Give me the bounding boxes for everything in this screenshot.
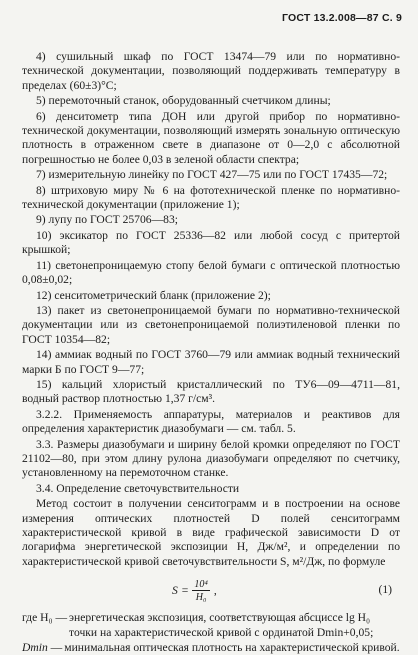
list-item-11: 11) светонепроницаемую стопу белой бумаги с оптической плотностью 0,08±0,02;: [22, 258, 400, 287]
section-3-3: 3.3. Размеры диазобумаги и ширину белой кромки определяют по ГОСТ 21102—80, при этом длину рулона диазобумаги определяют по счетчику, установленному на перемоточном станке.: [22, 437, 400, 480]
formula-1: [22, 573, 400, 607]
list-item-14: 14) аммиак водный по ГОСТ 3760—79 или аммиак водный технический марки Б по ГОСТ 9—77;: [22, 348, 400, 376]
list-item-10: 10) эксикатор по ГОСТ 25336—82 или любой сосуд с притертой крышкой;: [22, 228, 400, 257]
definition-dmin: Dmin — минимальная оптическая плотность на характеристической кривой.: [22, 641, 400, 655]
section-3-4-heading: 3.4. Определение светочувствительности: [36, 481, 240, 495]
list-item-13: 13) пакет из светонепроницаемой бумаги по нормативно-технической документации или из светонепроницаемой полиэтиленовой пленки по ГОСТ 10354—82;: [22, 303, 400, 346]
list-item-5: 5) перемоточный станок, оборудованный счетчиком длины;: [36, 94, 331, 108]
definition-h0-text: энергетическая экспозиция, соответствующая абсциссе lg H₀ точки на характеристической кривой с ординатой Dmin+0,05;: [69, 611, 374, 639]
method-paragraph: Метод состоит в получении сенситограмм и в построении на основе измерения оптических плотностей D полей сенситограмм характеристической кривой в виде графической зависимости D от логарифма энергетической экспозиции H, Дж/м², и определении по характеристической кривой светочувствительности S, м²/Дж, по формуле: [22, 497, 400, 568]
document-body: [22, 50, 400, 655]
definitions: [22, 611, 400, 655]
definition-dmin-term: Dmin: [22, 641, 48, 655]
definition-h0-term: где H₀: [22, 611, 53, 625]
list-item-4: 4) сушильный шкаф по ГОСТ 13474—79 или по нормативно-технической документации, позволяющий поддерживать температуру в пределах (60±3)°С;: [22, 50, 400, 92]
formula-equals: =: [181, 584, 189, 598]
list-item-7: 7) измерительную линейку по ГОСТ 427—75 или по ГОСТ 17435—72;: [36, 168, 388, 182]
list-item-8: 8) штриховую миру № 6 на фототехнической пленке по нормативно-технической документации (приложение 1);: [22, 183, 400, 212]
formula-numerator: 10⁴: [194, 579, 208, 591]
formula-number: (1): [378, 583, 392, 597]
list-item-15: 15) кальций хлористый кристаллический по ТУ6—09—4711—81, водный раствор плотностью 1,37 г/см³.: [22, 377, 400, 406]
formula-tail: ,: [213, 584, 217, 598]
formula-denominator: H₀: [195, 592, 207, 604]
definition-h0: где H₀ — энергетическая экспозиция, соответствующая абсциссе lg H₀ точки на характеристической кривой с ординатой Dmin+0,05;: [22, 611, 400, 640]
formula-fraction: [192, 579, 209, 603]
page-header: ГОСТ 13.2.008—87 С. 9: [281, 12, 402, 24]
section-3-2-2: 3.2.2. Применяемость аппаратуры, материалов и реактивов для определения характеристик диазобумаги — см. табл. 5.: [22, 407, 400, 436]
list-item-12: 12) сенситометрический бланк (приложение 2);: [36, 288, 271, 302]
formula-lhs: S: [172, 584, 178, 598]
list-item-9: 9) лупу по ГОСТ 25706—83;: [36, 213, 178, 227]
definition-dmin-text: минимальная оптическая плотность на характеристической кривой.: [64, 641, 400, 655]
list-item-6: 6) денситометр типа ДОН или другой прибор по нормативно-технической документации, позволяющий измерять зональную оптическую плотность в отраженном свете в диапазоне от 0—2,0 с абсолютной погрешностью не более 0,03 в зеленой области спектра;: [22, 109, 400, 166]
